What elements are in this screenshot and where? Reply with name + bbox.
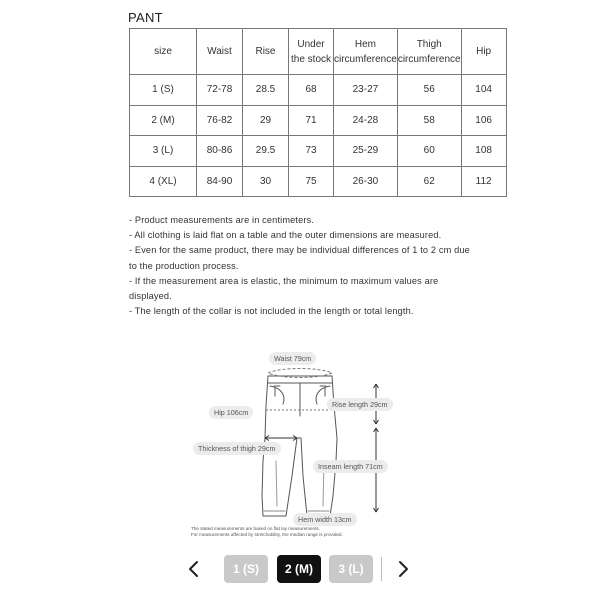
- cell-thigh: 62: [397, 166, 461, 197]
- note-item: - Product measurements are in centimeters.: [129, 215, 315, 225]
- rise-label: Rise length 29cm: [327, 398, 393, 411]
- header-rise: Rise: [243, 29, 289, 75]
- inseam-label: Inseam length 71cm: [313, 460, 388, 473]
- size-chip-l[interactable]: 3 (L): [329, 555, 373, 583]
- header-thigh-circumference: Thigh circumference: [397, 29, 461, 75]
- cell-under-the-stock: 75: [289, 166, 334, 197]
- header-hip: Hip: [461, 29, 506, 75]
- cell-under-the-stock: 73: [289, 136, 334, 167]
- cell-waist: 76-82: [197, 105, 243, 136]
- size-chip-s[interactable]: 1 (S): [224, 555, 268, 583]
- table-row: [130, 166, 507, 197]
- header-hem-circumference: Hem circumference: [334, 29, 398, 75]
- cell-rise: 29.5: [243, 136, 289, 167]
- chevron-right-icon[interactable]: [393, 558, 413, 580]
- cell-hem: 25-29: [334, 136, 398, 167]
- size-table: [129, 28, 507, 197]
- cell-hip: 106: [461, 105, 506, 136]
- waist-label: Waist 79cm: [269, 352, 316, 365]
- cell-under-the-stock: 71: [289, 105, 334, 136]
- thigh-arrow: [265, 436, 297, 441]
- note-item: - The length of the collar is not included in the length or total length.: [129, 306, 414, 317]
- note-item: - Even for the same product, there may be individual differences of 1 to 2 cm due to the production process.: [129, 245, 470, 271]
- cell-size: 4 (XL): [130, 166, 197, 197]
- size-pager: [0, 553, 600, 587]
- pager-divider: [381, 557, 382, 581]
- knee-crease-left: [276, 461, 277, 506]
- note-item: - All clothing is laid flat on a table and the outer dimensions are measured.: [129, 230, 442, 241]
- cell-thigh: 56: [397, 75, 461, 106]
- cell-waist: 80-86: [197, 136, 243, 167]
- cell-waist: 84-90: [197, 166, 243, 197]
- fine-print: For measurements affected by stretchability, the median range is provided.: [191, 532, 343, 537]
- size-chip-m[interactable]: 2 (M): [277, 555, 321, 583]
- header-size: size: [130, 29, 197, 75]
- cell-rise: 28.5: [243, 75, 289, 106]
- cell-thigh: 60: [397, 136, 461, 167]
- cell-thigh: 58: [397, 105, 461, 136]
- cell-rise: 30: [243, 166, 289, 197]
- cell-size: 2 (M): [130, 105, 197, 136]
- header-under-the-stock: Under the stock: [289, 29, 334, 75]
- cell-size: 3 (L): [130, 136, 197, 167]
- pants-measurement-diagram: [186, 346, 416, 544]
- cell-hem: 23-27: [334, 75, 398, 106]
- table-row: [130, 105, 507, 136]
- note-item: - If the measurement area is elastic, the minimum to maximum values are displayed.: [129, 275, 439, 302]
- cell-waist: 72-78: [197, 75, 243, 106]
- header-waist: Waist: [197, 29, 243, 75]
- measurement-notes: [129, 213, 474, 319]
- cell-hem: 26-30: [334, 166, 398, 197]
- cell-hip: 104: [461, 75, 506, 106]
- chevron-left-icon[interactable]: [184, 558, 204, 580]
- fine-print: The stated measurements are based on flat lay measurements.: [191, 526, 320, 531]
- hem-label: Hem width 13cm: [293, 513, 357, 526]
- page-title: PANT: [128, 10, 163, 25]
- left-pocket: [270, 386, 284, 404]
- table-row: [130, 75, 507, 106]
- cell-under-the-stock: 68: [289, 75, 334, 106]
- cell-hip: 112: [461, 166, 506, 197]
- table-header-row: [130, 29, 507, 75]
- cell-size: 1 (S): [130, 75, 197, 106]
- hip-label: Hip 106cm: [209, 406, 253, 419]
- table-row: [130, 136, 507, 167]
- thigh-label: Thickness of thigh 29cm: [193, 442, 281, 455]
- cell-hip: 108: [461, 136, 506, 167]
- cell-hem: 24-28: [334, 105, 398, 136]
- cell-rise: 29: [243, 105, 289, 136]
